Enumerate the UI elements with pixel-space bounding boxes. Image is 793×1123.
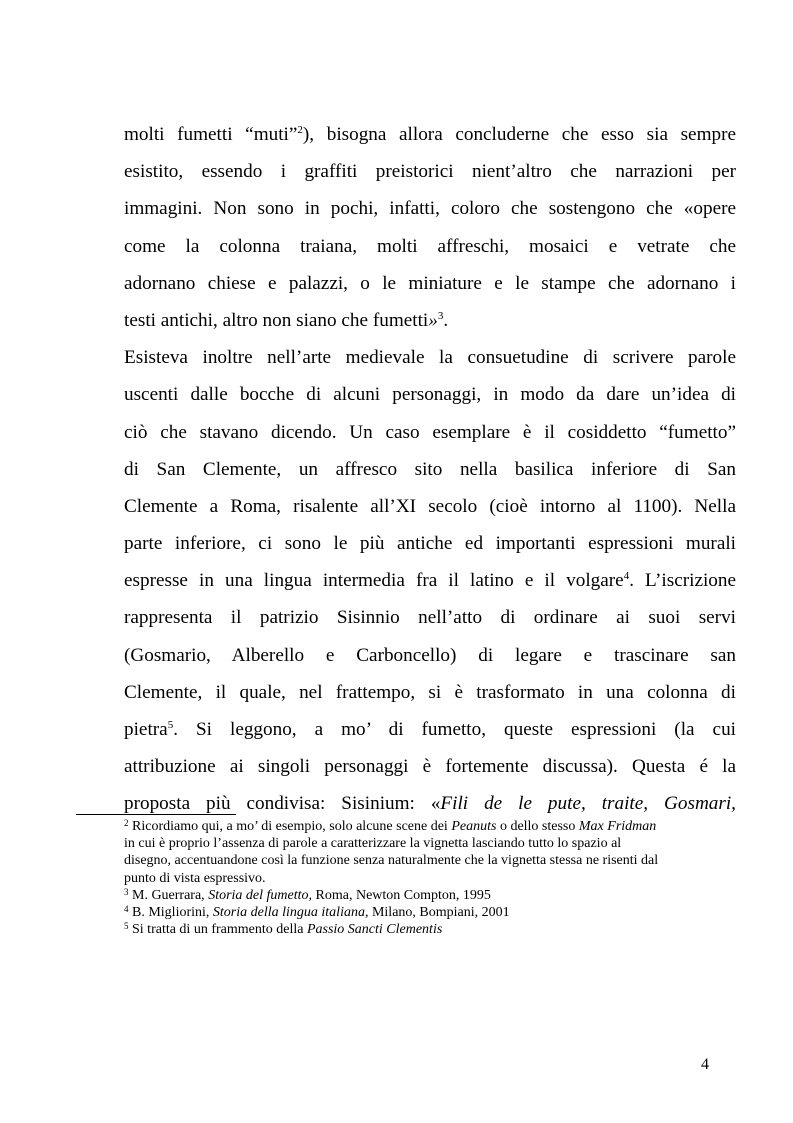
footnote-text: punto di vista espressivo. [124,870,266,886]
body-line [124,785,736,822]
body-text [124,116,736,823]
footnote-text: Roma, Newton Compton, 1995 [312,887,491,903]
body-line-text: testi antichi, altro non siano che fumetti [124,309,429,331]
body-line-text: parte inferiore, ci sono le più antiche ed importanti espressioni murali [124,533,736,555]
page-number: 4 [701,1056,709,1073]
footnote-line [124,904,736,921]
body-line [124,153,736,190]
body-line [124,748,736,785]
footnote-number: 2 [124,818,129,828]
body-line-text: molti fumetti “muti” [124,124,298,145]
body-line [124,228,736,265]
body-line-text: proposta più condivisa: Sisinium: « [124,793,441,815]
body-line [124,190,736,227]
body-line [124,376,736,413]
footnote-number: 3 [124,886,129,897]
footnote-italic: Max Fridman [578,819,657,834]
body-line-italic: Fili de le pute, traite, Gosmari, [440,793,736,815]
footnote-line [124,870,736,887]
footnote-line [124,921,736,938]
body-line [124,339,736,376]
footnotes [124,818,736,938]
footnote-text: B. Migliorini, [128,905,213,921]
body-line-text: esistito, essendo i graffiti preistorici nient’altro che narrazioni per [124,161,736,183]
footnote-text: Si tratta di un frammento della [128,922,307,938]
body-line-text: immagini. Non sono in pochi, infatti, coloro che sostengono che «opere [124,198,736,220]
footnote-ref[interactable]: 2 [297,124,303,136]
footnote-text: disegno, accentuandone così la funzione senza naturalmente che la vignetta stessa ne risenti dal [124,853,659,869]
body-line [124,599,736,636]
body-line [124,525,736,562]
body-line-text: attribuzione ai singoli personaggi è fortemente discussa). Questa é la [124,756,736,778]
body-line-text: come la colonna traiana, molti affreschi, mosaici e vetrate che [124,235,736,257]
body-line [124,674,736,711]
footnote-number: 5 [124,921,129,932]
footnote-line [124,835,736,852]
body-line [124,116,736,153]
body-line [124,488,736,525]
footnote-ref[interactable]: 5 [167,719,174,731]
body-line-text: uscenti dalle bocche di alcuni personaggi, in modo da dare un’idea di [124,384,736,406]
body-line [124,562,736,599]
footnote-text: Ricordiamo qui, a mo’ di esempio, solo alcune scene dei [128,819,452,834]
body-line [124,451,736,488]
footnote-italic: Storia del fumetto, [208,887,313,903]
body-line-text: Clemente, il quale, nel frattempo, si è trasformato in una colonna di [124,681,736,703]
body-line [124,302,736,339]
footnote-ref[interactable]: 3 [437,309,444,322]
body-line-text-after: ), bisogna allora concluderne che esso sia sempre [302,124,736,145]
footnote-line [124,852,736,869]
body-line-text: espresse in una lingua intermedia fra il latino e il volgare [124,570,624,592]
body-line-text-after: . [443,309,449,331]
body-line [124,265,736,302]
body-line-text: Clemente a Roma, risalente all’XI secolo (cioè intorno al 1100). Nella [124,495,736,517]
body-line-text: di San Clemente, un affresco sito nella basilica inferiore di San [124,458,736,480]
body-line [124,637,736,674]
footnote-number: 4 [124,904,129,915]
footnote-italic: Passio Sancti Clementis [306,922,443,938]
footnote-italic: Storia della lingua italiana [212,905,365,921]
footnote-separator [76,814,236,815]
footnote-text: , Milano, Bompiani, 2001 [364,905,510,921]
footnote-text: in cui è proprio l’assenza di parole a caratterizzare la vignetta lasciando tutto lo spazio al [124,836,622,852]
footnote-ref[interactable]: 4 [623,570,630,583]
footnote-italic: Peanuts [451,819,497,834]
body-line [124,414,736,451]
footnote-line [124,818,736,835]
footnote-text: M. Guerrara, [128,887,209,903]
body-line [124,711,736,748]
body-line-text: Esisteva inoltre nell’arte medievale la consuetudine di scrivere parole [124,347,736,369]
body-line-text-after: . L’iscrizione [629,570,736,592]
body-line-text: rappresenta il patrizio Sisinnio nell’atto di ordinare ai suoi servi [124,607,736,629]
body-line-text: adornano chiese e palazzi, o le miniature e le stampe che adornano i [124,272,736,294]
footnote-text: o dello stesso [496,819,579,834]
body-line-italic: » [428,309,438,331]
footnote-line [124,887,736,904]
body-line-text-after: . Si leggono, a mo’ di fumetto, queste espressioni (la cui [173,719,736,740]
body-line-text: (Gosmario, Alberello e Carboncello) di legare e trascinare san [124,644,736,666]
body-line-text: pietra [124,719,168,740]
body-line-text: ciò che stavano dicendo. Un caso esemplare è il cosiddetto “fumetto” [124,421,736,443]
